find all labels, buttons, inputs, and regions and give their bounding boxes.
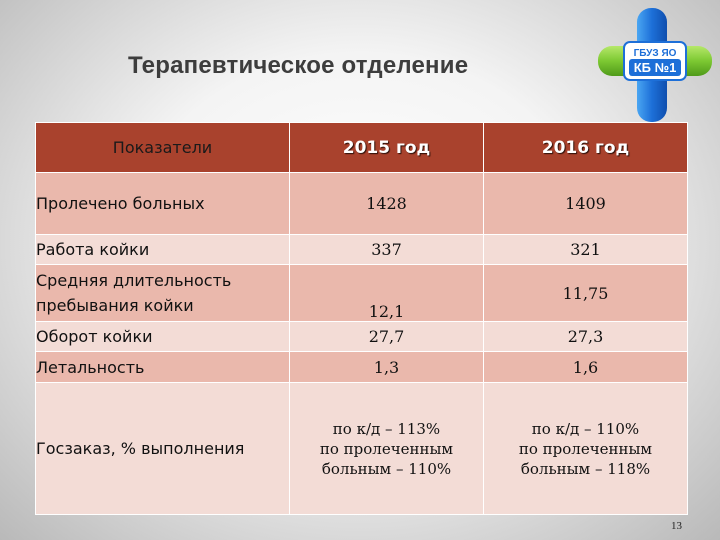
cell-2015: 1,3 — [290, 352, 484, 383]
table-row — [36, 322, 688, 352]
cell-2016: 27,3 — [484, 322, 688, 352]
cell-line: по к/д – 110% — [531, 419, 640, 438]
row-label: Оборот койки — [36, 322, 290, 352]
header-indicators: Показатели — [36, 123, 290, 173]
cell-2015: 337 — [290, 235, 484, 265]
cell-2016: 1,6 — [484, 352, 688, 383]
cell-line: больным – 110% — [321, 459, 452, 478]
cell-line: по к/д – 113% — [332, 419, 441, 438]
cell-2016: 321 — [484, 235, 688, 265]
stats-table — [35, 122, 688, 515]
cell-2016 — [484, 383, 688, 515]
row-label: Пролечено больных — [36, 173, 290, 235]
cell-2016: 11,75 — [484, 265, 688, 322]
table-row — [36, 235, 688, 265]
header-2015: 2015 год — [290, 123, 484, 173]
cell-2015: 27,7 — [290, 322, 484, 352]
cell-2015: 12,1 — [290, 265, 484, 322]
hospital-logo — [596, 6, 714, 124]
cell-line: по пролеченным — [319, 439, 454, 458]
table-row — [36, 173, 688, 235]
cell-2016: 1409 — [484, 173, 688, 235]
cell-2015 — [290, 383, 484, 515]
cell-line: больным – 118% — [520, 459, 651, 478]
table-row — [36, 265, 688, 322]
row-label — [36, 265, 290, 322]
page-number: 13 — [671, 520, 682, 532]
cell-2015: 1428 — [290, 173, 484, 235]
row-label-line: пребывания койки — [36, 296, 194, 315]
table-row — [36, 352, 688, 383]
table-header-row — [36, 123, 688, 173]
header-2016: 2016 год — [484, 123, 688, 173]
logo-text-line2: КБ №1 — [633, 60, 677, 75]
row-label-line: Средняя длительность — [36, 271, 232, 290]
row-label: Работа койки — [36, 235, 290, 265]
row-label: Госзаказ, % выполнения — [36, 383, 290, 515]
slide-title: Терапевтическое отделение — [128, 52, 469, 79]
table-row — [36, 383, 688, 515]
cell-line: по пролеченным — [518, 439, 653, 458]
row-label: Летальность — [36, 352, 290, 383]
logo-text-line1: ГБУЗ ЯО — [633, 48, 677, 59]
